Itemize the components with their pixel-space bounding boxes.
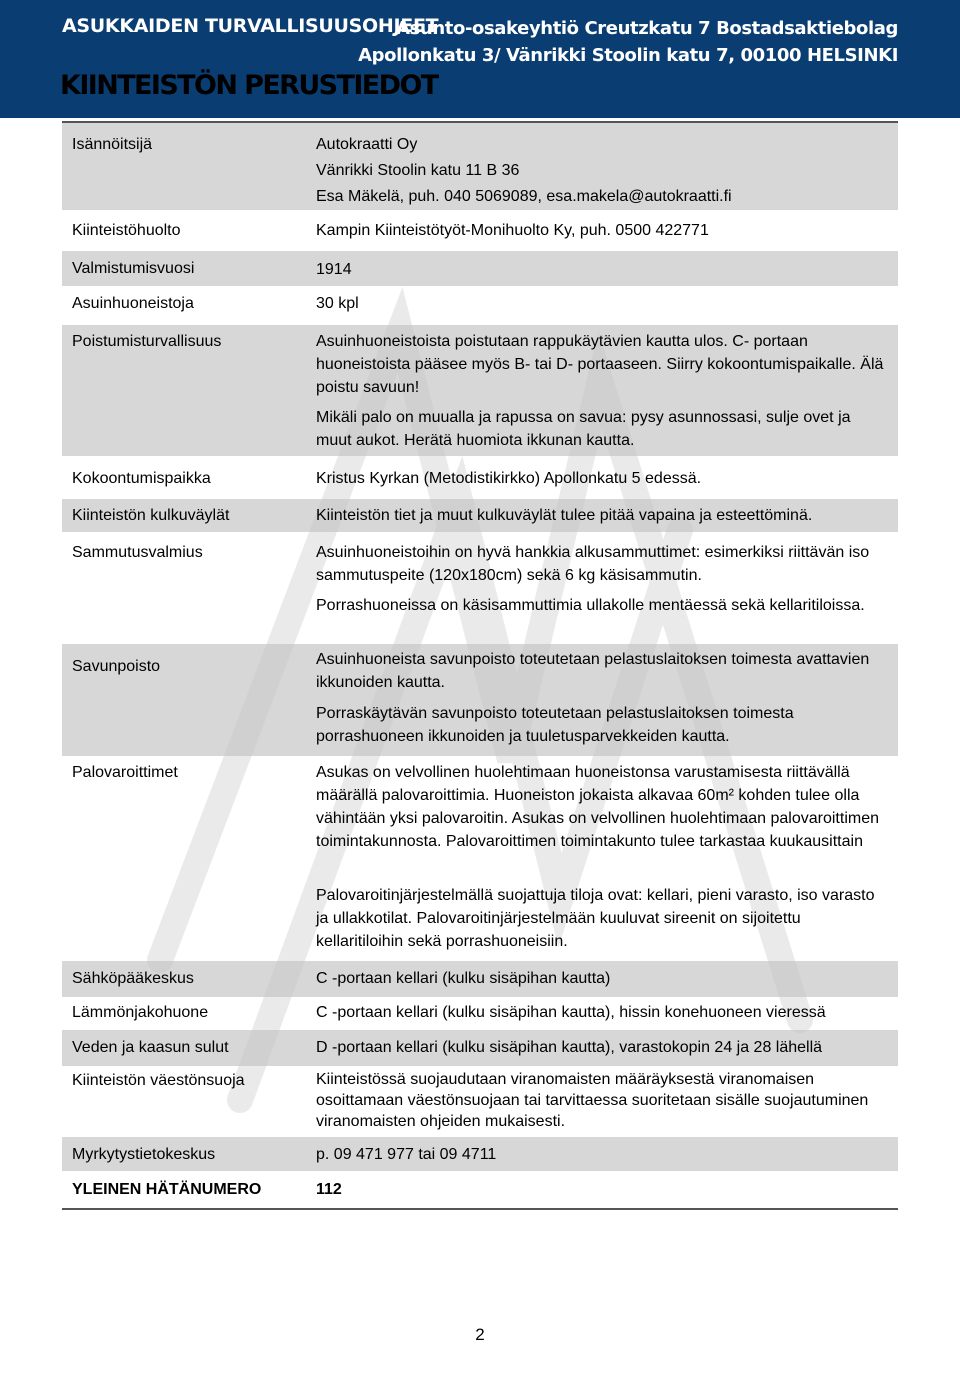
isannoitsija-company: Autokraatti Oy: [316, 136, 418, 153]
header-company-name: Asunto-osakeyhtiö Creutzkatu 7 Bostadsaktiebolag: [396, 18, 898, 39]
sulut-value: D -portaan kellari (kulku sisäpihan kautta), varastokopin 24 ja 28 lähellä: [316, 1039, 823, 1056]
isannoitsija-address: Vänrikki Stoolin katu 11 B 36: [316, 162, 520, 179]
hatanumero-label: YLEINEN HÄTÄNUMERO: [72, 1181, 262, 1198]
sahko-value: C -portaan kellari (kulku sisäpihan kautta): [316, 970, 611, 987]
huolto-value: Kampin Kiinteistötyöt-Monihuolto Ky, puh. 0500 422771: [316, 222, 709, 239]
huolto-label: Kiinteistöhuolto: [72, 222, 181, 239]
savunpoisto-label: Savunpoisto: [72, 658, 161, 675]
valmistumisvuosi-value: 1914: [316, 261, 352, 278]
myrkytys-value: p. 09 471 977 tai 09 4711: [316, 1146, 497, 1163]
kokoontumis-label: Kokoontumispaikka: [72, 470, 211, 487]
isannoitsija-contact: Esa Mäkelä, puh. 040 5069089, esa.makela@autokraatti.fi: [316, 188, 732, 205]
valmistumisvuosi-label: Valmistumisvuosi: [72, 260, 195, 277]
palovaroittimet-label: Palovaroittimet: [72, 764, 178, 781]
vaestonsuoja-value: Kiinteistössä suojaudutaan viranomaisten määräyksestä viranomaisen osoittamaan väestönsuojaan tai tarvittaessa suoritetaan sisälle suojautuminen viranomaisten ohjeiden mukaisesti.: [316, 1071, 869, 1130]
asuinhuoneistoja-value: 30 kpl: [316, 295, 359, 312]
poistumis-label: Poistumisturvallisuus: [72, 333, 222, 350]
myrkytys-label: Myrkytystietokeskus: [72, 1146, 216, 1163]
palovaroittimet-text-1: Asukas on velvollinen huolehtimaan huoneistonsa varustamisesta riittävällä määrällä palovaroittimia. Huoneiston jokaista alkavaa 60m² kohden tulee olla vähintään yksi palovaroitin. Asukas on velvollinen huolehtimaan palovaroittimen toimintakunnosta. Palovaroittimen toimintakunto tulee tarkastaa kuukausittain: [316, 764, 879, 850]
top-rule: [62, 121, 898, 123]
hatanumero-value: 112: [316, 1181, 342, 1198]
header-company-address: Apollonkatu 3/ Vänrikki Stoolin katu 7, 00100 HELSINKI: [358, 45, 898, 66]
sammutus-text-2: Porrashuoneissa on käsisammuttimia ullakolle mentäessä sekä kellaritiloissa.: [316, 597, 865, 614]
savunpoisto-text-2: Porraskäytävän savunpoisto toteutetaan pelastuslaitoksen toimesta porrashuoneen ikkunoiden ja tuuletusparvekkeiden kautta.: [316, 705, 794, 745]
header-company: [358, 15, 898, 69]
kulkuvaylat-value: Kiinteistön tiet ja muut kulkuväylät tulee pitää vapaina ja esteettöminä.: [316, 507, 813, 524]
sammutus-label: Sammutusvalmius: [72, 544, 203, 561]
sammutus-text-1: Asuinhuoneistoihin on hyvä hankkia alkusammuttimet: esimerkiksi riittävän iso sammutuspeite (120x180cm) sekä 6 kg käsisammutin.: [316, 544, 870, 584]
lammonjako-value: C -portaan kellari (kulku sisäpihan kautta), hissin konehuoneen vieressä: [316, 1004, 826, 1021]
palovaroittimet-text-2: Palovaroitinjärjestelmällä suojattuja tiloja ovat: kellari, pieni varasto, iso varasto ja ullakkotilat. Palovaroitinjärjestelmään kuuluvat sireenit on sijoitettu kellaritiloihin sekä porrashuoneisiin.: [316, 887, 875, 950]
kokoontumis-value: Kristus Kyrkan (Metodistikirkko) Apollonkatu 5 edessä.: [316, 470, 702, 487]
header-doc-title: ASUKKAIDEN TURVALLISUUSOHJEET: [62, 15, 439, 37]
savunpoisto-text-1: Asuinhuoneista savunpoisto toteutetaan pelastuslaitoksen toimesta avattavien ikkunoiden kautta.: [316, 651, 870, 691]
sulut-label: Veden ja kaasun sulut: [72, 1039, 229, 1056]
poistumis-text-2: Mikäli palo on muualla ja rapussa on savua: pysy asunnossasi, sulje ovet ja muut aukot. Herätä huomiota ikkunan kautta.: [316, 409, 851, 449]
sahko-label: Sähköpääkeskus: [72, 970, 194, 987]
vaestonsuoja-label: Kiinteistön väestönsuoja: [72, 1072, 245, 1089]
isannoitsija-label: Isännöitsijä: [72, 136, 153, 153]
page-title: KIINTEISTÖN PERUSTIEDOT: [60, 70, 438, 101]
poistumis-text-1: Asuinhuoneistoista poistutaan rappukäytävien kautta ulos. C- portaan huoneistoista pääsee myös B- tai D- portaaseen. Siirry kokoontumispaikalle. Älä poistu savuun!: [316, 333, 884, 396]
asuinhuoneistoja-label: Asuinhuoneistoja: [72, 295, 194, 312]
bottom-rule: [62, 1208, 898, 1210]
lammonjako-label: Lämmönjakohuone: [72, 1004, 209, 1021]
kulkuvaylat-label: Kiinteistön kulkuväylät: [72, 507, 230, 524]
page-number: 2: [475, 1325, 485, 1344]
